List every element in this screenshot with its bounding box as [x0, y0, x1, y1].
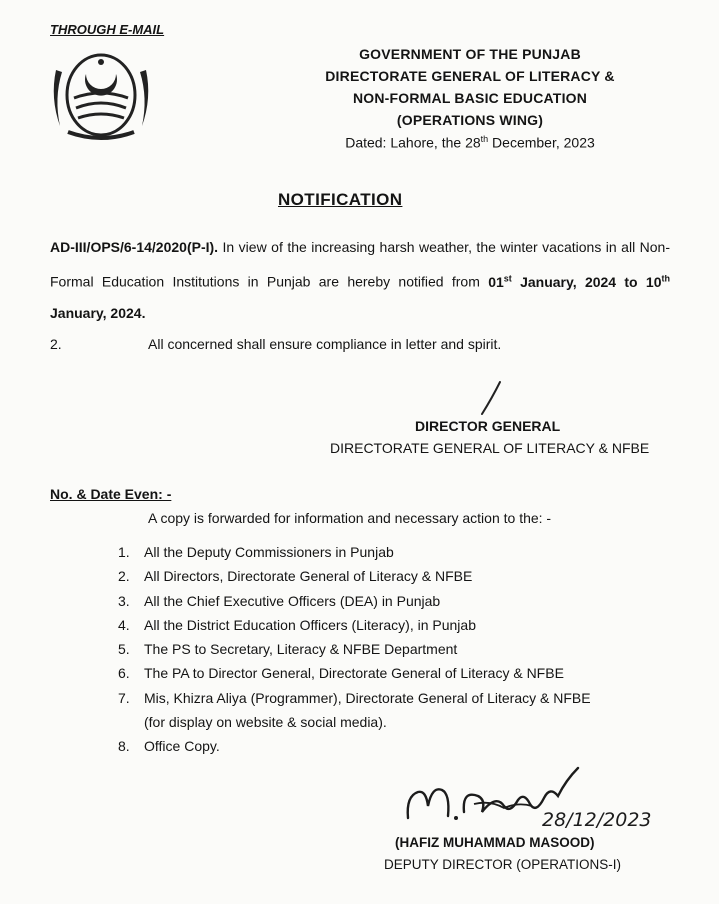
svg-text:28/12/2023: 28/12/2023: [542, 809, 652, 831]
notification-title: NOTIFICATION: [278, 190, 403, 209]
through-email-label: THROUGH E-MAIL: [50, 22, 165, 37]
deputy-director-signature: [400, 756, 690, 836]
director-general-signature: [470, 378, 510, 418]
list-item: 3. All the Chief Executive Officers (DEA) in Punjab: [118, 592, 441, 609]
director-general-office: DIRECTORATE GENERAL OF LITERACY & NFBE: [330, 440, 650, 456]
list-item: 6. The PA to Director General, Directorate General of Literacy & NFBE: [118, 665, 564, 682]
punjab-government-seal-icon: [46, 40, 156, 150]
list-item-continuation: (for display on website & social media).: [144, 714, 387, 731]
endorsement-heading: No. & Date Even: -: [50, 486, 172, 502]
vacation-dates: 01st January, 2024 to 10th January, 2024.: [50, 273, 670, 321]
header-wing: (OPERATIONS WING): [396, 112, 544, 128]
list-item: 7. Mis, Khizra Aliya (Programmer), Directorate General of Literacy & NFBE: [118, 689, 591, 706]
paragraph-2-number: 2.: [50, 336, 62, 352]
dated-line: Dated: Lahore, the 28th December, 2023: [345, 134, 595, 151]
list-item: 8. Office Copy.: [118, 738, 220, 755]
reference-number: AD-III/OPS/6-14/2020(P-I).: [50, 239, 219, 255]
list-item: 1. All the Deputy Commissioners in Punjab: [118, 544, 394, 560]
header-directorate: DIRECTORATE GENERAL OF LITERACY &: [325, 68, 615, 84]
deputy-director-designation: DEPUTY DIRECTOR (OPERATIONS-I): [384, 857, 622, 872]
header-nfbe: NON-FORMAL BASIC EDUCATION: [352, 90, 588, 106]
director-general-title: DIRECTOR GENERAL: [415, 418, 561, 434]
list-item: 2. All Directors, Directorate General of Literacy & NFBE: [118, 568, 473, 585]
body-paragraph-1: AD-III/OPS/6-14/2020(P-I). In view of the increasing harsh weather, the winter vacations in all Non-Formal Education Institutions in Punjab are hereby notified from 01st January, 2024 to 10th January, 2024.: [50, 239, 670, 321]
paragraph-2-text: All concerned shall ensure compliance in letter and spirit.: [148, 336, 502, 352]
deputy-director-name: (HAFIZ MUHAMMAD MASOOD): [395, 835, 595, 850]
header-government: GOVERNMENT OF THE PUNJAB: [359, 46, 581, 62]
list-item: 4. All the District Education Officers (Literacy), in Punjab: [118, 616, 476, 633]
distribution-list: [118, 540, 591, 759]
endorsement-intro: A copy is forwarded for information and necessary action to the: -: [148, 510, 552, 526]
list-item: 5. The PS to Secretary, Literacy & NFBE Department: [118, 641, 458, 658]
